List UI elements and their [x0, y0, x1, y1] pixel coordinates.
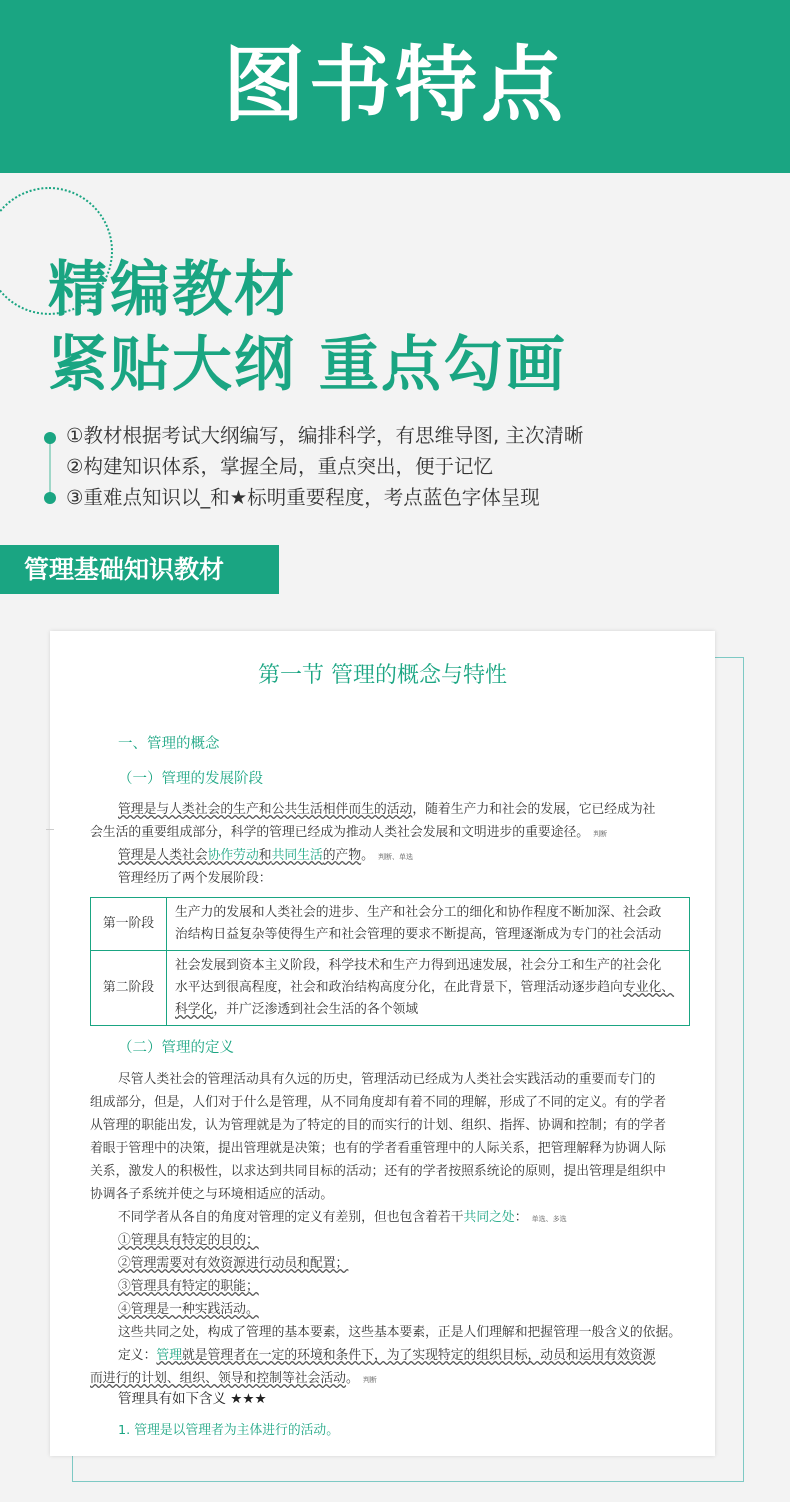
question-type-tag: 判断、单选 [378, 853, 414, 861]
page-title: 第一节 管理的概念与特性 [258, 663, 507, 688]
text: 会生活的重要组成部分，科学的管理已经成为推动人类社会发展和文明进步的重要途径。 [90, 825, 590, 840]
cell-line: 生产力的发展和人类社会的进步、生产和社会分工的细化和协作程度不断加深、社会政 [175, 905, 662, 920]
heading-level2: （二）管理的定义 [118, 1040, 234, 1056]
highlight-text: 共同生活 [271, 848, 323, 863]
text: ，随着生产力和社会的发展，它已经成为社 [412, 802, 656, 817]
text: 水平达到很高程度，社会和政治结构高度分化，在此背景下，管理活动逐步趋向 [175, 980, 623, 995]
heading-level2: （一）管理的发展阶段 [118, 771, 263, 787]
question-type-tag: 判断 [593, 830, 608, 838]
underlined-text: ③管理具有特定的职能； [118, 1279, 259, 1294]
underlined-text: 专业化、 [622, 980, 675, 995]
paragraph-line: 尽管人类社会的管理活动具有久远的历史，管理活动已经成为人类社会实践活动的重要而专门的 [118, 1072, 656, 1087]
bullet-connector-line [49, 437, 51, 495]
paragraph-line [90, 823, 690, 844]
list-item [118, 1231, 690, 1251]
table-cell-text [167, 951, 690, 1026]
feature-item-3: ③重难点知识以_和★标明重要程度，考点蓝色字体呈现 [66, 486, 540, 509]
feature-item-2: ②构建知识体系，掌握全局，重点突出，便于记忆 [66, 455, 493, 478]
margin-mark-decoration [46, 829, 54, 830]
text: ： [514, 1210, 528, 1225]
paragraph-line: 组成部分，但是，人们对于什么是管理，从不同角度却有着不同的理解，形成了不同的定义。有的学者 [90, 1095, 666, 1110]
text: 和 [258, 848, 272, 863]
list-item [118, 1254, 690, 1274]
text: 的产物 [322, 848, 362, 863]
table-cell-label: 第一阶段 [91, 898, 167, 951]
heading-level1: 一、管理的概念 [118, 736, 220, 752]
headline-line1: 精编教材 [48, 255, 296, 325]
cell-line [175, 999, 681, 1021]
question-type-tag: 单选、多选 [531, 1215, 567, 1223]
banner-title: 图书特点 [222, 38, 567, 133]
paragraph-line: 协调各子系统并使之与环境相适应的活动。 [90, 1187, 334, 1202]
list-item [118, 1277, 690, 1297]
importance-heading: 管理具有如下含义 ★★★ [118, 1391, 267, 1407]
paragraph-line [118, 1208, 690, 1229]
paragraph-line [118, 1346, 690, 1366]
top-banner [0, 0, 790, 173]
highlight-text: 协作劳动 [207, 848, 259, 863]
bullet-dot-icon [44, 492, 56, 504]
feature-item-1: ①教材根据考试大纲编写，编排科学，有思维导图, 主次清晰 [66, 424, 584, 447]
underlined-text [118, 848, 361, 863]
text: 。 [361, 848, 374, 863]
paragraph-line [90, 1369, 690, 1390]
underlined-text: ④管理是一种实践活动。 [118, 1302, 259, 1317]
cell-line [175, 977, 681, 999]
stage-table [90, 897, 690, 1026]
underlined-text: ②管理需要对有效资源进行动员和配置； [118, 1256, 349, 1271]
table-row [91, 898, 690, 951]
paragraph-line [118, 800, 690, 820]
table-cell-text [167, 898, 690, 951]
textbook-page-sample [50, 631, 715, 1456]
underlined-text: 就是管理者在一定的环境和条件下，为了实现特定的组织目标，动员和运用有效资源 [181, 1348, 656, 1363]
paragraph-line [118, 846, 690, 867]
text: 定义： [118, 1348, 157, 1363]
highlight-text: 共同之处 [463, 1210, 515, 1225]
paragraph-line: 关系，激发人的积极性，以求达到共同目标的活动；还有的学者按照系统论的原则，提出管理是组织中 [90, 1164, 666, 1179]
numbered-point: 1. 管理是以管理者为主体进行的活动。 [118, 1423, 340, 1438]
list-item [118, 1300, 690, 1320]
paragraph-line: 从管理的职能出发，认为管理就是为了特定的目的而实行的计划、组织、指挥、协调和控制；有的学者 [90, 1118, 666, 1133]
underlined-text: 科学化 [175, 1002, 214, 1017]
underlined-text: 管理是与人类社会的生产和公共生活相伴而生的活动 [118, 802, 413, 817]
paragraph-line: 管理经历了两个发展阶段： [118, 871, 272, 886]
paragraph-line: 着眼于管理中的决策，提出管理就是决策；也有的学者看重管理中的人际关系，把管理解释为协调人际 [90, 1141, 666, 1156]
highlight-text: 管理 [156, 1348, 182, 1363]
text: ，并广泛渗透到社会生活的各个领域 [213, 1002, 419, 1017]
table-row [91, 951, 690, 1026]
cell-line: 治结构日益复杂等使得生产和社会管理的要求不断提高，管理逐渐成为专门的社会活动 [175, 927, 662, 942]
underlined-text: ①管理具有特定的目的； [118, 1233, 259, 1248]
table-cell-label: 第二阶段 [91, 951, 167, 1026]
cell-line: 社会发展到资本主义阶段，科学技术和生产力得到迅速发展，社会分工和生产的社会化 [175, 958, 662, 973]
bullet-dot-icon [44, 432, 56, 444]
section-tag: 管理基础知识教材 [0, 545, 279, 594]
text: 。 [345, 1371, 359, 1386]
text: 不同学者从各自的角度对管理的定义有差别，但也包含着若干 [118, 1210, 464, 1225]
paragraph-line: 这些共同之处，构成了管理的基本要素，这些基本要素，正是人们理解和把握管理一般含义的依据。 [118, 1325, 682, 1340]
underlined-text: 而进行的计划、组织、领导和控制等社会活动 [90, 1371, 346, 1386]
text: 管理是人类社会 [118, 848, 208, 863]
headline-line2: 紧贴大纲 重点勾画 [48, 330, 567, 400]
question-type-tag: 判断 [362, 1376, 377, 1384]
